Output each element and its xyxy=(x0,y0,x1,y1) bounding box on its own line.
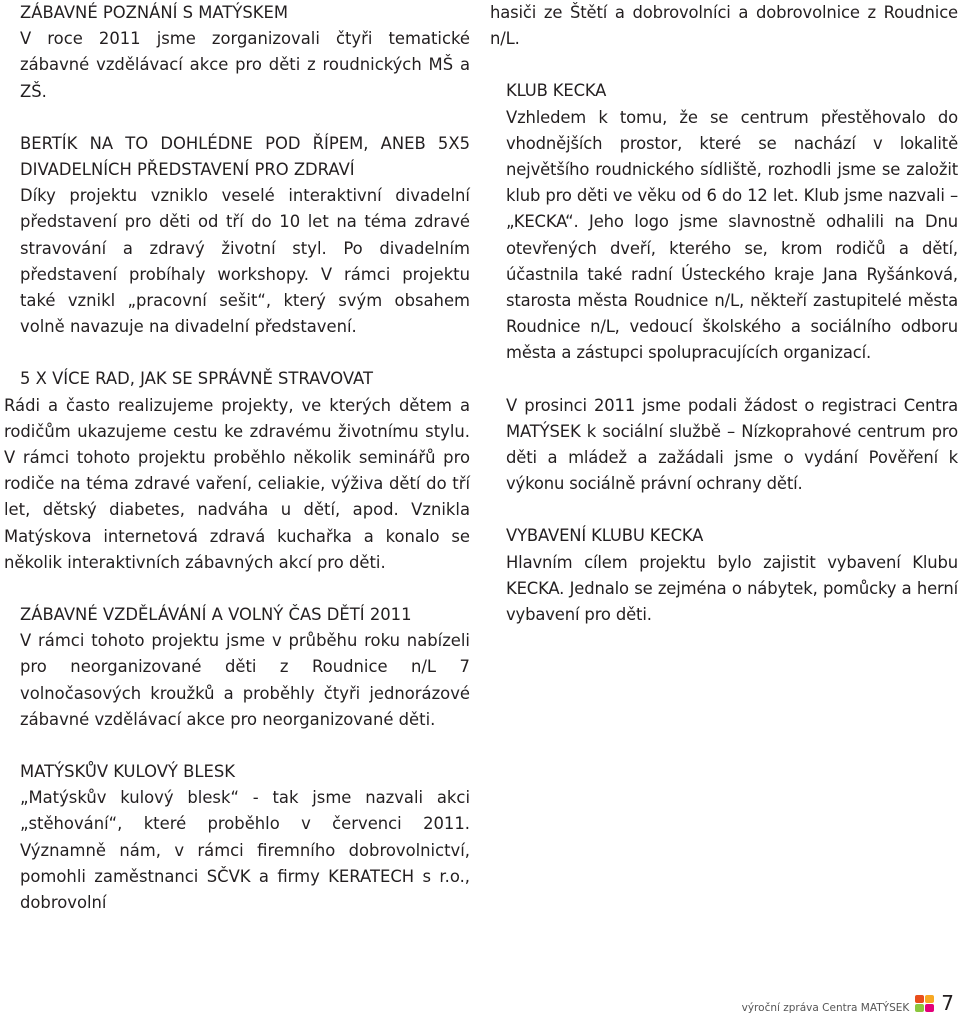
continuation-text: hasiči ze Štětí a dobrovolníci a dobrovolnice z Roudnice n/L. xyxy=(490,3,958,49)
continuation-paragraph xyxy=(490,0,958,52)
section-vybaveni-klubu xyxy=(490,523,958,628)
section-heading: BERTÍK NA TO DOHLÉDNE POD ŘÍPEM, ANEB 5X5 DIVADELNÍCH PŘEDSTAVENÍ PRO ZDRAVÍ xyxy=(20,133,470,180)
section-body: Vzhledem k tomu, že se centrum přestěhovalo do vhodnějších prostor, které se nachází v lokalitě největšího roudnického sídliště, rozhodli jsme se založit klub pro děti ve věku od 6 do 12 let. Klub jsme nazvali – „KECKA“. Jeho logo jsme slavnostně odhalili na Dnu otevřených dveří, kterého se, krom rodičů a dětí, účastnila také radní Ústeckého kraje Jana Ryšánková, starosta města Roudnice n/L, někteří zastupitelé města Roudnice n/L, vedoucí školského a sociálního odboru města a zástupci spolupracujících organizací. xyxy=(506,107,958,363)
matysek-logo-icon xyxy=(915,995,935,1013)
section-heading: ZÁBAVNÉ VZDĚLÁVÁNÍ A VOLNÝ ČAS DĚTÍ 2011 xyxy=(20,605,412,625)
section-body: V rámci tohoto projektu jsme v průběhu roku nabízeli pro neorganizované děti z Roudnice n/L 7 volnočasových kroužků a proběhly čtyři jednorázové zábavné vzdělávací akce pro neorganizované děti. xyxy=(20,631,470,729)
section-registrace xyxy=(490,393,958,498)
section-body: „Matýskův kulový blesk“ - tak jsme nazvali akci „stěhování“, které proběhlo v červenci 2011. Významně nám, v rámci firemního dobrovolnictví, pomohli zaměstnanci SČVK a firmy KERATECH s r.o., dobrovolní xyxy=(20,788,470,913)
section-body: Díky projektu vzniklo veselé interaktivní divadelní představení pro děti od tří do 10 let na téma zdravé stravování a zdravý životní styl. Po divadelním představení probíhaly workshopy. V rámci projektu také vznikl „pracovní sešit“, který svým obsahem volně navazuje na divadelní představení. xyxy=(20,186,470,337)
section-body: Rádi a často realizujeme projekty, ve kterých dětem a rodičům ukazujeme cestu ke zdravému životnímu stylu. V rámci tohoto projektu proběhlo několik seminářů pro rodiče na téma zdravé vaření, celiakie, výživa dětí do tří let, dětský diabetes, nadváha u dětí, apod. Vznikla Matýskova internetová zdravá kuchařka a konalo se několik interaktivních zábavných akcí pro děti. xyxy=(4,395,470,572)
footer-text: výroční zpráva Centra MATÝSEK xyxy=(741,1002,910,1014)
section-klub-kecka xyxy=(490,78,958,366)
section-body: V prosinci 2011 jsme podali žádost o registraci Centra MATÝSEK k sociální službě – Nízkoprahové centrum pro děti a mládež a zažádali jsme o vydání Pověření k výkonu sociálně právní ochrany dětí. xyxy=(506,395,958,494)
section-heading: KLUB KECKA xyxy=(506,81,607,101)
section-bertik xyxy=(4,131,470,341)
page-number: 7 xyxy=(941,991,954,1015)
section-zabavne-poznani xyxy=(4,0,470,105)
section-heading: ZÁBAVNÉ POZNÁNÍ S MATÝSKEM xyxy=(20,3,289,22)
section-heading: MATÝSKŮV KULOVÝ BLESK xyxy=(20,762,236,782)
section-kulovy-blesk xyxy=(4,759,470,916)
section-5x-vice-rad xyxy=(4,366,470,576)
left-column xyxy=(4,0,470,942)
section-body: Hlavním cílem projektu bylo zajistit vybavení Klubu KECKA. Jednalo se zejména o nábytek, pomůcky a herní vybavení pro děti. xyxy=(506,552,958,625)
section-body: V roce 2011 jsme zorganizovali čtyři tematické zábavné vzdělávací akce pro děti z roudnických MŠ a ZŠ. xyxy=(20,29,470,101)
section-zabavne-vzdelavani xyxy=(4,602,470,733)
section-heading: VYBAVENÍ KLUBU KECKA xyxy=(506,526,704,546)
section-heading: 5 X VÍCE RAD, JAK SE SPRÁVNĚ STRAVOVAT xyxy=(20,369,373,389)
page-footer xyxy=(742,992,954,1014)
right-column xyxy=(490,0,958,654)
